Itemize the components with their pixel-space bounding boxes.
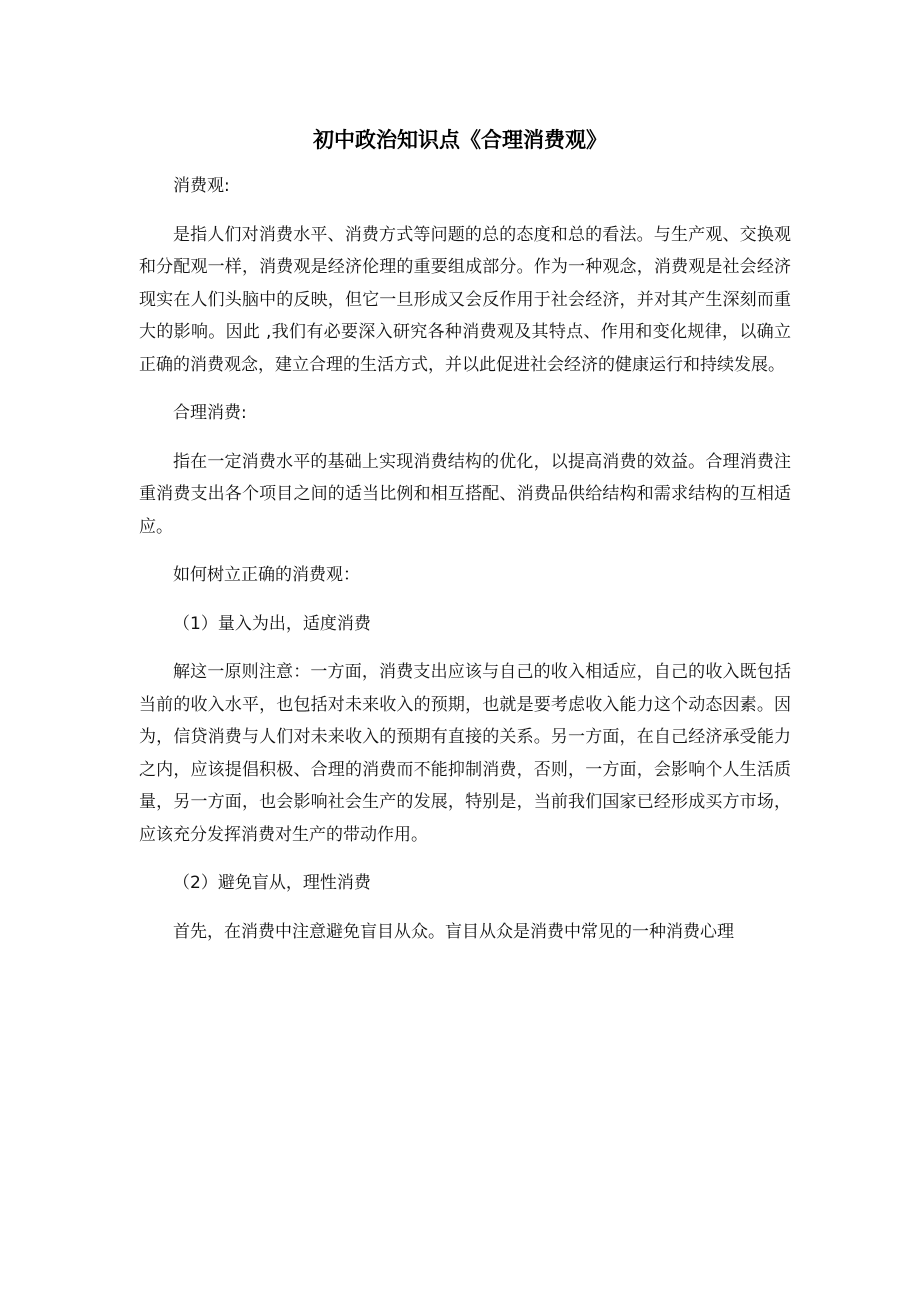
paragraph-point-1-detail: 解这一原则注意：一方面，消费支出应该与自己的收入相适应，自己的收入既包括当前的收入水平，也包括对未来收入的预期，也就是要考虑收入能力这个动态因素。因为，信贷消费与人们对未来收入的预期有直接的关系。另一方面，在自己经济承受能力之内，应该提倡积极、合理的消费而不能抑制消费，否则，一方面，会影响个人生活质量，另一方面，也会影响社会生产的发展，特别是，当前我们国家已经形成买方市场，应该充分发挥消费对生产的带动作用。 — [139, 662, 791, 845]
heading-consumption-view: 消费观: — [173, 176, 230, 196]
document-title: 初中政治知识点《合理消费观》 — [313, 128, 607, 152]
heading-rational-consumption: 合理消费: — [173, 403, 247, 423]
subheading-point-2: （2）避免盲从，理性消费 — [173, 873, 371, 893]
paragraph-consumption-view-definition: 是指人们对消费水平、消费方式等问题的总的态度和总的看法。与生产观、交换观和分配观一样，消费观是经济伦理的重要组成部分。作为一种观念，消费观是社会经济现实在人们头脑中的反映，但它一旦形成又会反作用于社会经济，并对其产生深刻而重大的影响。因此 ,我们有必要深入研究各种消费观及其特点、作用和变化规律，以确立正确的消费观念，建立合理的生活方式，并以此促进社会经济的健康运行和持续发展。 — [139, 224, 791, 375]
heading-how-to-establish: 如何树立正确的消费观： — [173, 565, 360, 585]
subheading-point-1: （1）量入为出，适度消费 — [173, 613, 371, 634]
document-body — [139, 170, 791, 948]
paragraph-point-2-detail: 首先，在消费中注意避免盲目从众。盲目从众是消费中常见的一种消费心理 — [173, 921, 734, 942]
paragraph-rational-consumption-definition: 指在一定消费水平的基础上实现消费结构的优化，以提高消费的效益。合理消费注重消费支出各个项目之间的适当比例和相互搭配、消费品供给结构和需求结构的互相适应。 — [139, 451, 791, 537]
